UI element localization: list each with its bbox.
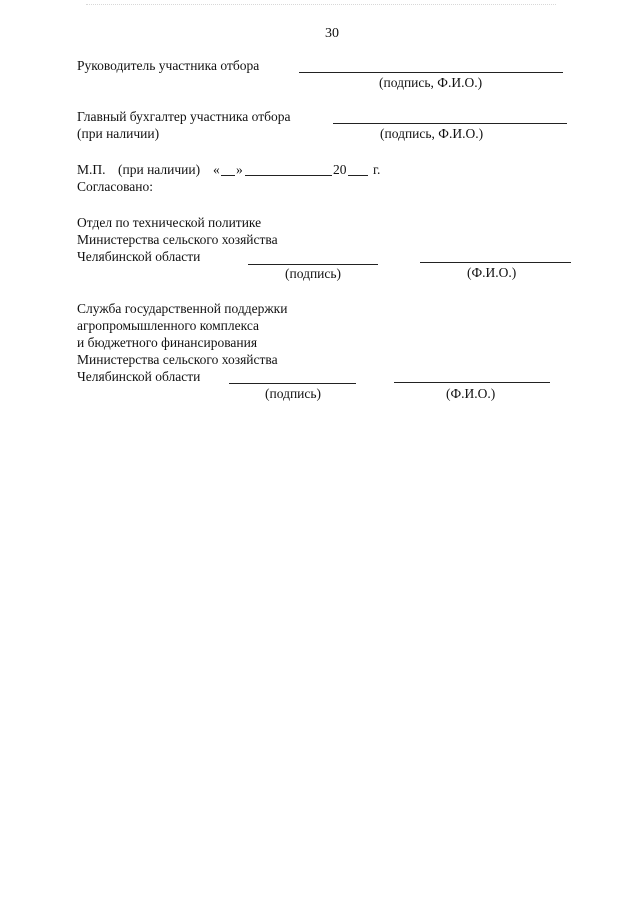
- page-number: 30: [325, 26, 339, 41]
- accountant-caption: (подпись, Ф.И.О.): [380, 126, 484, 141]
- dept2-caption-sign: (подпись): [265, 386, 322, 401]
- dept2-caption-name: (Ф.И.О.): [446, 386, 496, 401]
- dept2-signature-line: [229, 383, 356, 384]
- dept1-caption-sign: (подпись): [285, 266, 342, 281]
- dept2-name-line: [394, 382, 550, 383]
- dept1-line: Челябинской области: [77, 249, 201, 264]
- date-year-prefix: 20: [333, 162, 347, 177]
- head-signature-line: [299, 72, 563, 73]
- dept2-line: и бюджетного финансирования: [77, 335, 258, 350]
- dept1-caption-name: (Ф.И.О.): [467, 265, 517, 280]
- dept1-line: Отдел по технической политике: [77, 215, 262, 230]
- date-quote-open: «: [213, 162, 220, 177]
- agreed-label: Согласовано:: [77, 179, 153, 194]
- dept2-line: агропромышленного комплекса: [77, 318, 259, 333]
- scan-artifact-line: [86, 4, 556, 5]
- dept2-line: Челябинской области: [77, 369, 201, 384]
- dept1-line: Министерства сельского хозяйства: [77, 232, 278, 247]
- accountant-sublabel: (при наличии): [77, 126, 160, 141]
- accountant-label: Главный бухгалтер участника отбора: [77, 109, 291, 124]
- date-quote-close: »: [236, 162, 243, 177]
- stamp-mp: М.П.: [77, 162, 106, 177]
- head-caption: (подпись, Ф.И.О.): [379, 75, 483, 90]
- date-month-line: [245, 175, 332, 176]
- dept1-signature-line: [248, 264, 378, 265]
- stamp-note: (при наличии): [118, 162, 201, 177]
- dept1-name-line: [420, 262, 571, 263]
- date-year-suffix: г.: [373, 162, 381, 177]
- date-day-line: [221, 175, 235, 176]
- dept2-line: Служба государственной поддержки: [77, 301, 288, 316]
- date-year-line: [348, 175, 368, 176]
- dept2-line: Министерства сельского хозяйства: [77, 352, 278, 367]
- accountant-signature-line: [333, 123, 567, 124]
- head-label: Руководитель участника отбора: [77, 58, 260, 73]
